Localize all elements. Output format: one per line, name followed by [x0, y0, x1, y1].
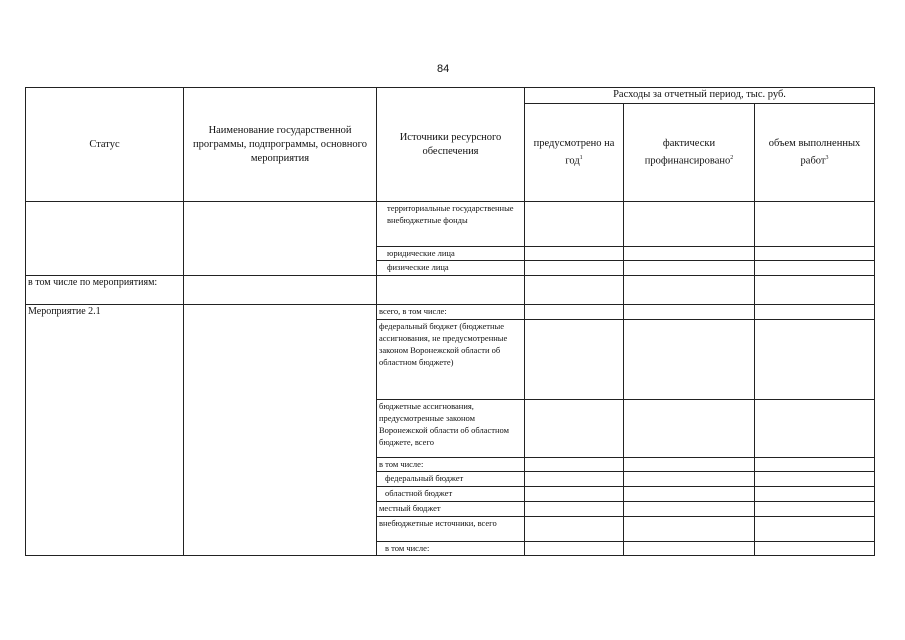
status-cell [26, 202, 184, 276]
value-cell [755, 276, 875, 305]
header-sources: Источники ресурсного обеспечения [377, 88, 525, 202]
header-works-footnote: 3 [825, 154, 829, 161]
value-cell [525, 320, 624, 400]
name-cell [184, 202, 377, 276]
value-cell [525, 517, 624, 542]
value-cell [624, 247, 755, 261]
header-financed-text: фактически профинансировано [644, 137, 731, 167]
table-row [26, 305, 875, 320]
value-cell [525, 261, 624, 276]
header-name: Наименование государственной программы, подпрограммы, основного мероприятия [184, 88, 377, 202]
value-cell [624, 261, 755, 276]
value-cell [624, 400, 755, 458]
value-cell [525, 472, 624, 487]
value-cell [755, 502, 875, 517]
header-financed [624, 104, 755, 202]
header-planned-text: предусмотрено на год [533, 137, 615, 167]
value-cell [755, 305, 875, 320]
value-cell [624, 517, 755, 542]
value-cell [624, 487, 755, 502]
value-cell [525, 458, 624, 472]
header-works-text: объем выполненных работ [768, 137, 861, 167]
source-cell [377, 276, 525, 305]
header-expenses-group: Расходы за отчетный период, тыс. руб. [525, 88, 875, 104]
value-cell [755, 247, 875, 261]
value-cell [755, 202, 875, 247]
value-cell [525, 487, 624, 502]
source-cell: внебюджетные источники, всего [377, 517, 525, 542]
table-row [26, 276, 875, 305]
header-works [755, 104, 875, 202]
name-cell [184, 305, 377, 556]
value-cell [525, 202, 624, 247]
source-cell: физические лица [377, 261, 525, 276]
source-cell: местный бюджет [377, 502, 525, 517]
value-cell [525, 305, 624, 320]
source-cell: бюджетные ассигнования, предусмотренные законом Воронежской области об областном бюджете, всего [377, 400, 525, 458]
source-cell: федеральный бюджет (бюджетные ассигнования, не предусмотренные законом Воронежской области об областном бюджете) [377, 320, 525, 400]
value-cell [624, 472, 755, 487]
value-cell [755, 320, 875, 400]
report-table [25, 87, 875, 556]
value-cell [624, 202, 755, 247]
value-cell [624, 305, 755, 320]
value-cell [624, 502, 755, 517]
value-cell [624, 276, 755, 305]
header-financed-footnote: 2 [730, 154, 734, 161]
status-cell: в том числе по мероприятиям: [26, 276, 184, 305]
value-cell [755, 400, 875, 458]
value-cell [755, 472, 875, 487]
table-row [26, 202, 875, 247]
header-status: Статус [26, 88, 184, 202]
source-cell: всего, в том числе: [377, 305, 525, 320]
page-number: 84 [437, 63, 450, 75]
source-cell: в том числе: [377, 458, 525, 472]
value-cell [624, 542, 755, 556]
value-cell [525, 542, 624, 556]
status-cell: Мероприятие 2.1 [26, 305, 184, 556]
value-cell [755, 487, 875, 502]
header-planned-footnote: 1 [579, 154, 583, 161]
value-cell [525, 247, 624, 261]
header-planned [525, 104, 624, 202]
value-cell [525, 502, 624, 517]
value-cell [525, 276, 624, 305]
value-cell [755, 261, 875, 276]
value-cell [624, 458, 755, 472]
value-cell [755, 458, 875, 472]
value-cell [755, 517, 875, 542]
source-cell: федеральный бюджет [377, 472, 525, 487]
value-cell [624, 320, 755, 400]
source-cell: областной бюджет [377, 487, 525, 502]
value-cell [755, 542, 875, 556]
source-cell: юридические лица [377, 247, 525, 261]
value-cell [525, 400, 624, 458]
name-cell [184, 276, 377, 305]
source-cell: территориальные государственные внебюджетные фонды [377, 202, 525, 247]
source-cell: в том числе: [377, 542, 525, 556]
